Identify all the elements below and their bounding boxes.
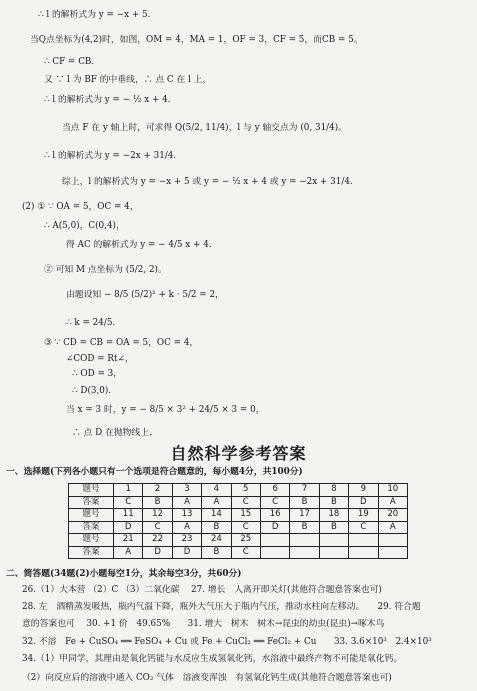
table-cell: 20 (378, 509, 407, 522)
answer-line-4: 34.（1）甲同学，其理由是氧化钙能与水反应生成氢氧化钙，水溶液中最终产物不可能是氧化钙。 (22, 654, 403, 664)
table-cell: 25 (231, 534, 260, 547)
table-cell: B (290, 521, 319, 534)
table-cell: D (172, 546, 201, 559)
solution-line-1: 当Q点坐标为(4,2)时，如图，OM = 4，MA = 1，OF = 3，CF = 5，而CB = 5。 (30, 35, 363, 45)
solution-line-5: 当点 F 在 y 轴上时，可求得 Q(5/2, 11/4)，l 与 y 轴交点为 (0, 31/4)。 (62, 123, 347, 133)
table-cell: C (231, 496, 260, 509)
table-cell: A (378, 521, 407, 534)
section-heading-choice: 一、选择题(下列各小题只有一个选项是符合题意的，每小题4分，共100分) (6, 467, 303, 477)
table-cell: C (260, 496, 289, 509)
table-cell (378, 546, 407, 559)
table-row (69, 521, 408, 534)
table-cell: B (319, 521, 348, 534)
table-cell: 14 (202, 509, 231, 522)
table-cell: 19 (349, 509, 378, 522)
answer-line-1: 28. 左 酒精蒸发吸热，瓶内气温下降，瓶外大气压大于瓶内气压，推动水柱向左移动。 29. 符合题 (22, 602, 421, 612)
table-cell (349, 534, 378, 547)
table-cell: 22 (143, 534, 172, 547)
table-cell: 5 (231, 484, 260, 497)
table-cell: B (143, 496, 172, 509)
table-cell (319, 534, 348, 547)
table-cell: C (143, 521, 172, 534)
solution-line-9: ∴ A(5,0)，C(0,4)， (44, 221, 125, 231)
table-cell: 2 (143, 484, 172, 497)
table-cell: 18 (319, 509, 348, 522)
table-cell: A (378, 496, 407, 509)
answer-line-3: 32. 不溶 Fe + CuSO₄ ══ FeSO₄ + Cu 或 Fe + CuCl₂ ══ FeCl₂ + Cu 33. 3.6×10³ 2.4×10³ (22, 637, 432, 647)
table-cell: A (172, 521, 201, 534)
table-row (69, 496, 408, 509)
solution-line-16: ∴ OD = 3， (72, 369, 123, 379)
solution-line-18: 当 x = 3 时，y = − 8/5 × 3² + 24/5 × 3 = 0， (66, 405, 265, 415)
table-cell (378, 534, 407, 547)
table-row (69, 546, 408, 559)
table-cell: D (349, 496, 378, 509)
solution-line-12: 由题设知 − 8/5 (5/2)² + k · 5/2 = 2， (66, 290, 224, 300)
table-cell: 6 (260, 484, 289, 497)
section-heading-short: 二、简答题(34题(2)小题每空1分，其余每空3分，共60分) (6, 569, 242, 579)
solution-line-0: ∴ l 的解析式为 y = −x + 5. (38, 10, 151, 20)
table-cell: 17 (290, 509, 319, 522)
answer-line-5: （2）向反应后的溶液中通入 CO₂ 气体 溶液变浑浊 有氢氧化钙生成(其他符合题意答案也可) (22, 673, 392, 683)
table-cell: 24 (202, 534, 231, 547)
table-cell: D (143, 546, 172, 559)
table-row (69, 509, 408, 522)
table-cell: D (114, 521, 143, 534)
solution-line-19: ∴ 点 D 在抛物线上. (72, 428, 152, 438)
table-cell: 4 (202, 484, 231, 497)
table-cell: 21 (114, 534, 143, 547)
answer-line-2: 意的答案也可 30. +1 价 49.65% 31. 增大 树木 树木→昆虫的幼虫(昆虫)→啄木鸟 (22, 619, 385, 629)
solution-line-2: ∴ CF = CB. (44, 57, 95, 67)
page-title: 自然科学参考答案 (170, 444, 307, 463)
table-cell: 11 (114, 509, 143, 522)
table-row (69, 534, 408, 547)
table-cell: C (231, 546, 260, 559)
table-cell (260, 546, 289, 559)
row-header: 答案 (69, 521, 114, 534)
solution-line-10: 得 AC 的解析式为 y = − 4/5 x + 4. (66, 240, 212, 250)
solution-line-6: ∴ l 的解析式为 y = −2x + 31/4. (44, 151, 177, 161)
table-cell: C (114, 496, 143, 509)
solution-line-3: 又 ∵ l 为 BF 的中垂线，∴ 点 C 在 l 上， (44, 75, 212, 85)
table-cell: C (349, 521, 378, 534)
table-cell: 23 (172, 534, 201, 547)
table-row (69, 484, 408, 497)
solution-line-17: ∴ D(3,0). (72, 386, 112, 396)
table-cell (349, 546, 378, 559)
solution-line-11: ② 可知 M 点坐标为 (5/2, 2)。 (44, 265, 167, 275)
table-cell: 3 (172, 484, 201, 497)
table-cell: 15 (231, 509, 260, 522)
table-cell: 7 (290, 484, 319, 497)
table-cell: 9 (349, 484, 378, 497)
row-header: 题号 (69, 534, 114, 547)
table-cell: 13 (172, 509, 201, 522)
table-cell: 10 (378, 484, 407, 497)
table-cell: D (260, 521, 289, 534)
solution-line-13: ∴ k = 24/5. (66, 318, 116, 328)
solution-line-7: 综上，l 的解析式为 y = −x + 5 或 y = − ½ x + 4 或 y = −2x + 31/4. (62, 177, 353, 187)
row-header: 题号 (69, 484, 114, 497)
table-cell: A (172, 496, 201, 509)
table-cell: B (290, 496, 319, 509)
table-cell: B (202, 546, 231, 559)
table-cell: C (231, 521, 260, 534)
solution-line-4: ∴ l 的解析式为 y = − ½ x + 4. (44, 95, 171, 105)
table-cell (290, 546, 319, 559)
table-cell (319, 546, 348, 559)
table-cell: B (202, 521, 231, 534)
table-cell: B (319, 496, 348, 509)
solution-line-14: ③ ∵ CD = CB = OA = 5，OC = 4， (44, 338, 199, 348)
table-cell: 1 (114, 484, 143, 497)
row-header: 答案 (69, 496, 114, 509)
row-header: 题号 (69, 509, 114, 522)
table-cell: A (202, 496, 231, 509)
table-cell: A (114, 546, 143, 559)
solution-line-15: ∠COD = Rt∠， (66, 354, 134, 364)
table-cell: 16 (260, 509, 289, 522)
answer-table (68, 483, 408, 559)
table-cell: 8 (319, 484, 348, 497)
table-cell (260, 534, 289, 547)
table-cell: 12 (143, 509, 172, 522)
table-cell (290, 534, 319, 547)
answer-line-0: 26.（1）大本营 （2）C （3）二氧化碳 27. 增长 人离开即关灯(其他符合题意答案也可) (22, 585, 382, 595)
solution-line-8: (2) ① ∵ OA = 5，OC = 4， (22, 202, 139, 212)
row-header: 答案 (69, 546, 114, 559)
